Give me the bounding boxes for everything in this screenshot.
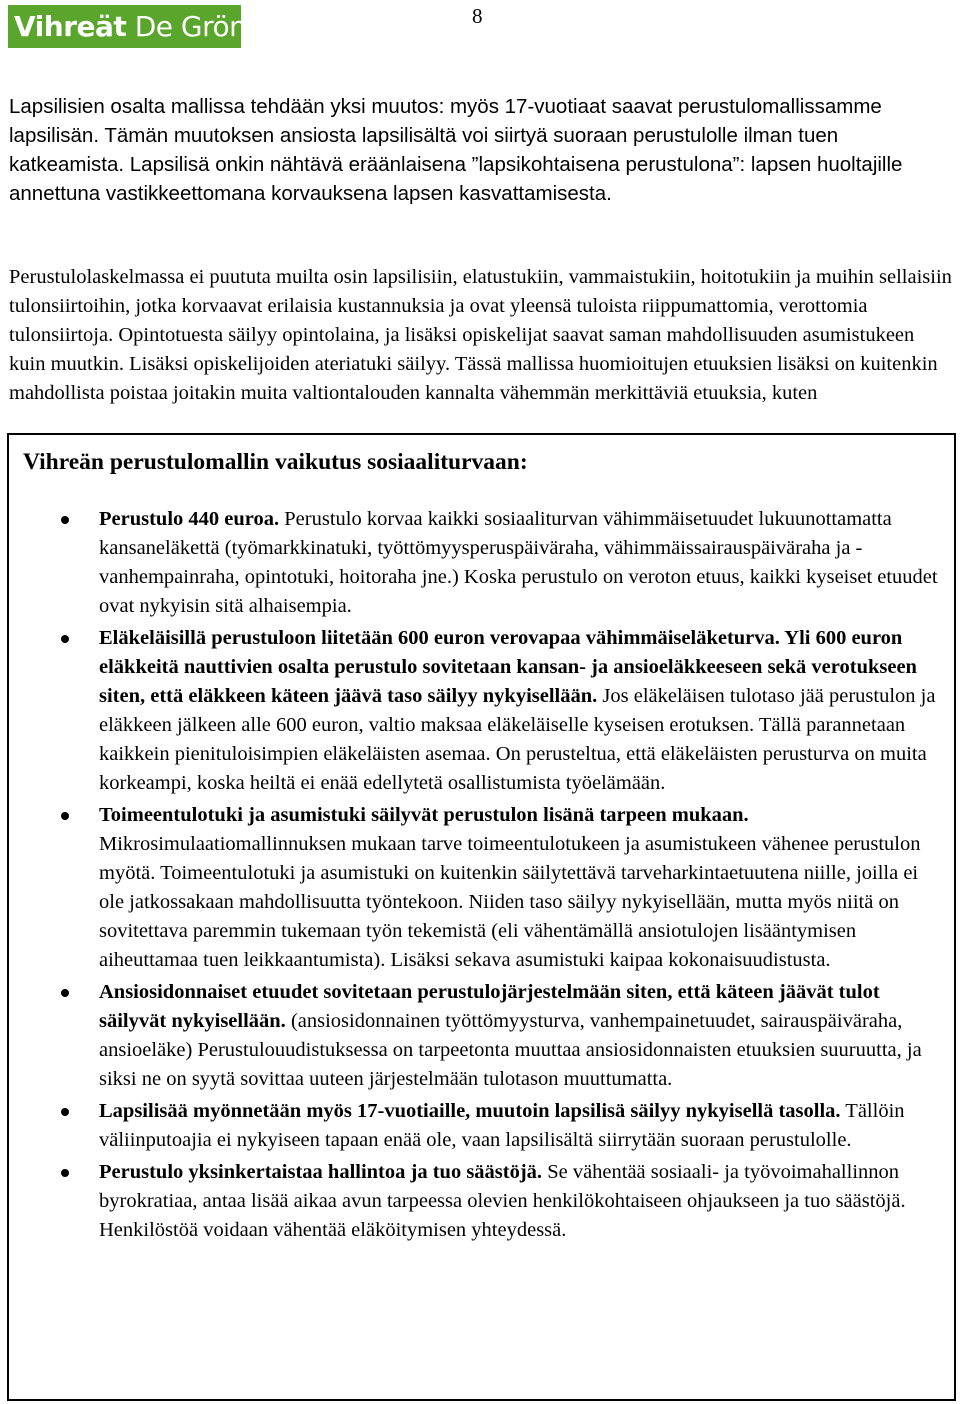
bullet-icon [61, 1169, 69, 1177]
bullet-icon [61, 516, 69, 524]
box-title: Vihreän perustulomallin vaikutus sosiaaliturvaan: [23, 449, 528, 475]
vihreat-logo [8, 5, 264, 48]
bullet-icon [61, 1108, 69, 1116]
list-item [9, 505, 954, 621]
body-paragraph-text: Perustulolaskelmassa ei puututa muilta osin lapsilisiin, elatustukiin, vammaistukiin, hoitotukiin ja muihin sellaisiin tulonsiirtoihin, jotka korvaavat erilaisia kustannuksia ja ovat yleensä tuloista riippumattomia, verottomia tulonsiirtoja. Opintotuesta säilyy opintolaina, ja lisäksi opiskelijat saavat saman mahdollisuuden asumistukeen kuin muutkin. Lisäksi opiskelijoiden ateriatuki säilyy. Tässä mallissa huomioitujen etuuksien lisäksi on kuitenkin mahdollista poistaa joitakin muita valtiontalouden kannalta vähemmän merkittäviä etuuksia, kuten [9, 266, 952, 404]
list-item [9, 1158, 954, 1245]
list-item [9, 978, 954, 1094]
list-item [9, 1097, 954, 1155]
body-paragraph [9, 263, 954, 408]
item-bold-text: Eläkeläisillä perustuloon liitetään 600 euron verovapaa vähimmäiseläketurva. Yli 600 euron eläkkeitä nauttivien osalta perustulo sovitetaan kansan- ja ansioeläkkeeseen sekä verotukseen siten, että eläkkeen käteen jäävä taso säilyy nykyisellään. [99, 627, 917, 707]
item-text: Se vähentää sosiaali- ja työvoimahallinnon byrokratiaa, antaa lisää aikaa avun tarpeessa olevien henkilökohtaiseen ohjaukseen ja tuo säästöjä. Henkilöstöä voidaan vähentää eläköitymisen yhteydessä. [99, 1161, 906, 1241]
logo-text-de-grona: De Gröna [134, 10, 264, 43]
item-bold-text: Perustulo yksinkertaistaa hallintoa ja tuo säästöjä. [99, 1161, 543, 1183]
list-item [9, 624, 954, 798]
item-bold-text: Lapsilisää myönnetään myös 17-vuotiaille, muutoin lapsilisä säilyy nykyisellä tasolla. [99, 1100, 841, 1122]
page-number: 8 [472, 4, 483, 28]
item-text: Jos eläkeläisen tulotaso jää perustulon ja eläkkeen jälkeen alle 600 euron, valtio maksaa eläkeläiselle kyseisen erotuksen. Tällä parannetaan kaikkein pienituloisimpien eläkeläisten asemaa. On perusteltua, että eläkeläisten perusturva on muita korkeampi, koska heiltä ei enää edellytetä osallistumista työelämään. [99, 685, 936, 794]
bullet-icon [61, 812, 69, 820]
item-bold-text: Ansiosidonnaiset etuudet sovitetaan perustulojärjestelmään siten, että käteen jäävät tulot säilyvät nykyisellään. [99, 981, 880, 1032]
bullet-list [9, 505, 954, 1248]
info-box [7, 433, 956, 1401]
bullet-icon [61, 635, 69, 643]
list-item [9, 801, 954, 975]
item-text: (ansiosidonnainen työttömyysturva, vanhempainetuudet, sairauspäiväraha, ansioeläke) Perustulouudistuksessa on tarpeetonta muuttaa ansiosidonnaisten etuuksien suuruutta, ja siksi ne on syytä sovittaa uuteen järjestelmään tulotason muuttumatta. [99, 1010, 922, 1090]
intro-text: Lapsilisien osalta mallissa tehdään yksi muutos: myös 17-vuotiaat saavat perustulomallissamme lapsilisän. Tämän muutoksen ansiosta lapsilisältä voi siirtyä suoraan perustulolle ilman tuen katkeamista. Lapsilisä onkin nähtävä eräänlaisena ”lapsikohtaisena perustulona”: lapsen huoltajille annettuna vastikkeettomana korvauksena lapsen kasvattamisesta. [9, 95, 903, 205]
item-bold-text: Toimeentulotuki ja asumistuki säilyvät perustulon lisänä tarpeen mukaan. [99, 804, 749, 826]
item-text: Tällöin väliinputoajia ei nykyiseen tapaan enää ole, vaan lapsilisältä siirrytään suoraan perustulolle. [99, 1100, 905, 1151]
bullet-icon [61, 989, 69, 997]
item-text: Mikrosimulaatiomallinnuksen mukaan tarve toimeentulotukeen ja asumistukeen vähenee perustulon myötä. Toimeentulotuki ja asumistuki on kuitenkin säilytettävä tarveharkintaetuutena niille, joilla ei ole jatkossakaan mahdollisuutta työntekoon. Niiden taso säilyy nykyisellään, mutta myös niitä on sovitettava paremmin tukemaan työn tekemistä (eli vähentämällä ansiotulojen lisääntymisen aiheuttamaa tuen leikkaantumista). Lisäksi sekava asumistuki kaipaa kokonaisuudistusta. [99, 833, 921, 971]
item-bold-text: Perustulo 440 euroa. [99, 508, 280, 530]
logo-text-vihreat: Vihreät [14, 10, 127, 43]
intro-paragraph [9, 92, 954, 208]
item-text: Perustulo korvaa kaikki sosiaaliturvan vähimmäisetuudet lukuunottamatta kansaneläkettä (työmarkkinatuki, työttömyysperuspäiväraha, vähimmäissairauspäiväraha ja -vanhempainraha, opintotuki, hoitoraha jne.) Koska perustulo on veroton etuus, kaikki kyseiset etuudet ovat nykyisin sitä alhaisempia. [99, 508, 938, 617]
